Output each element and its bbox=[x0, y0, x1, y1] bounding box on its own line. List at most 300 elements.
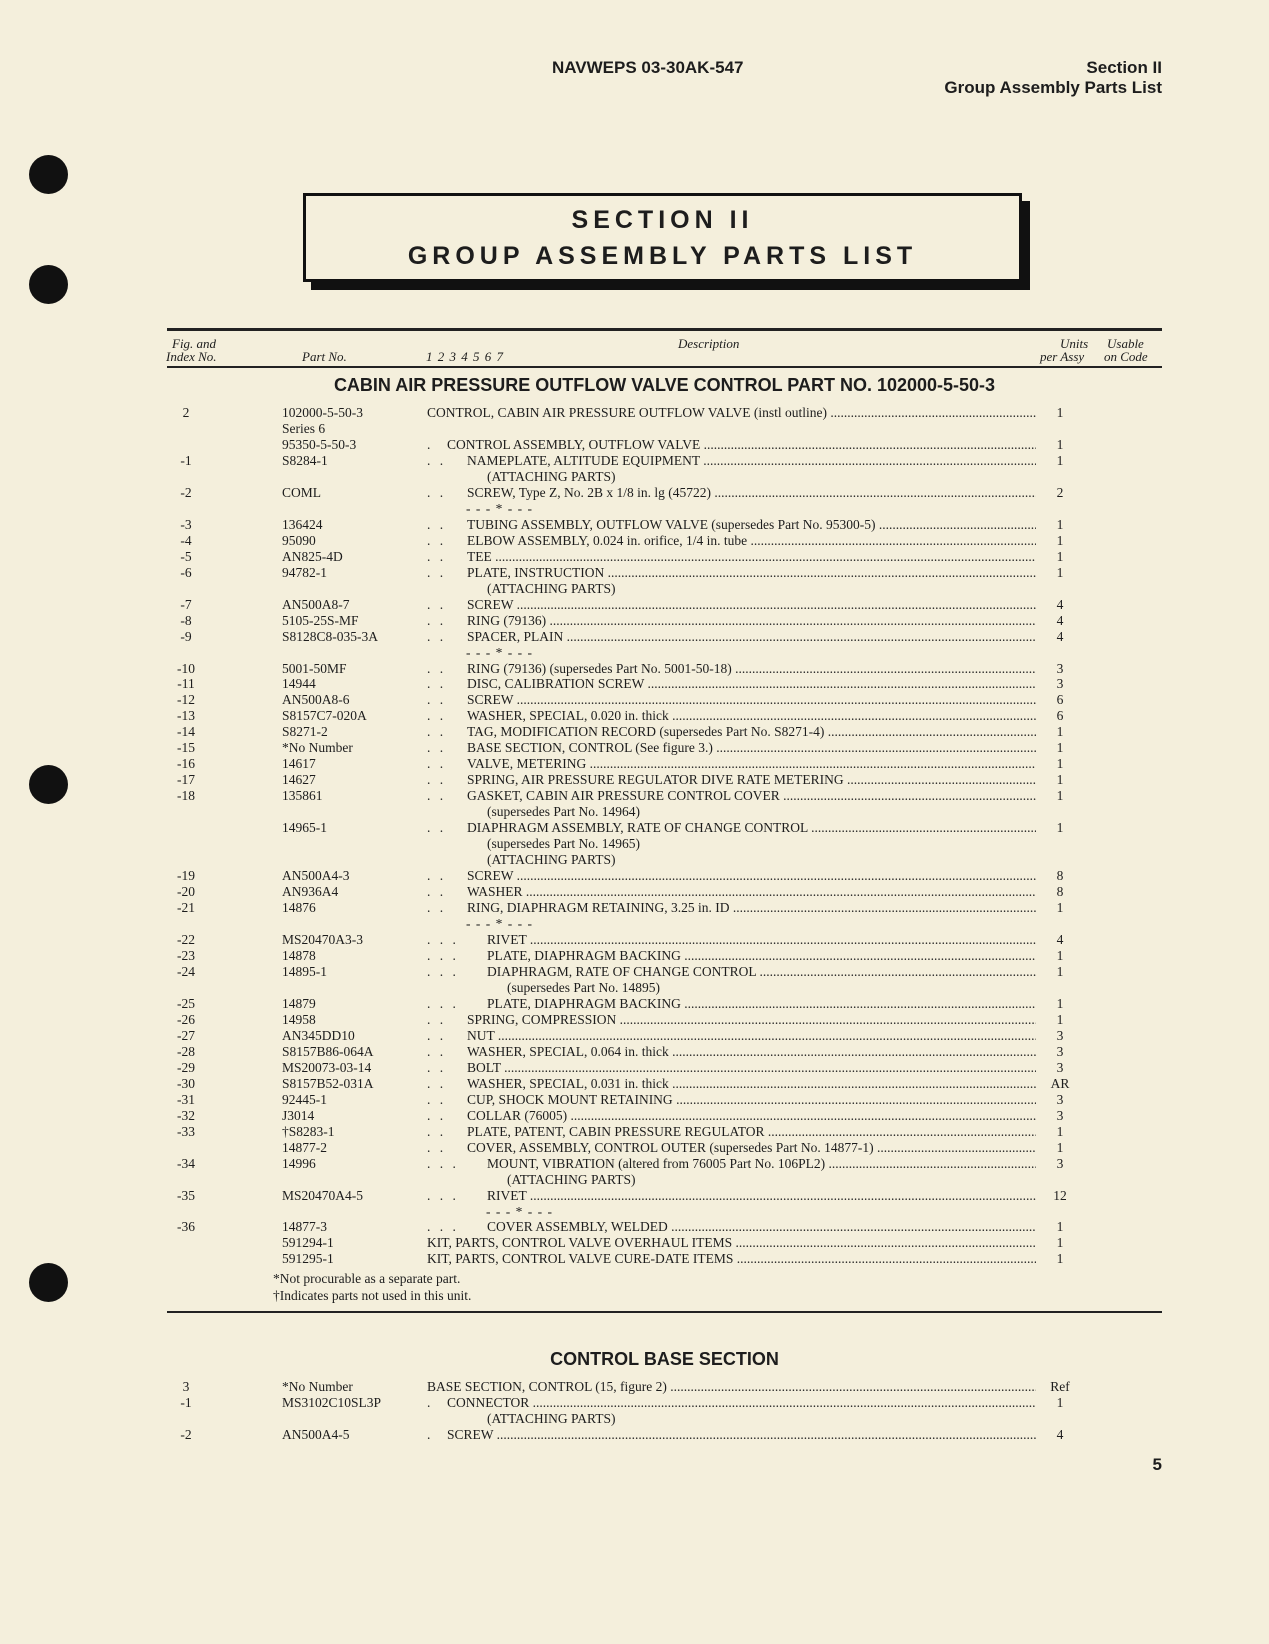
description: RIVET ..... bbox=[487, 932, 1036, 948]
units-per-assy: 1 bbox=[1056, 1139, 1064, 1155]
part-number: J3014 bbox=[282, 1107, 315, 1123]
part-number: *No Number bbox=[282, 740, 353, 756]
description: COVER ASSEMBLY, WELDED ..... bbox=[487, 1219, 1036, 1235]
part-number: 14958 bbox=[282, 1011, 316, 1027]
index-number: -21 bbox=[177, 900, 195, 916]
part-number: 591295-1 bbox=[282, 1251, 334, 1267]
part-number: 5001-50MF bbox=[282, 660, 347, 676]
part-number: 102000-5-50-3 bbox=[282, 405, 363, 420]
part-number: 95350-5-50-3 bbox=[282, 436, 357, 452]
section-title-box bbox=[303, 193, 1022, 282]
units-per-assy: 8 bbox=[1056, 884, 1064, 900]
units-per-assy: 3 bbox=[1056, 660, 1064, 676]
table-row bbox=[0, 453, 1269, 469]
indent-dots: . . bbox=[427, 868, 447, 884]
table-row bbox=[0, 1124, 1269, 1140]
table-row bbox=[0, 1219, 1269, 1235]
description: DISC, CALIBRATION SCREW ..... bbox=[467, 676, 1036, 692]
indent-dots: . . bbox=[427, 692, 447, 708]
indent-dots: . . bbox=[427, 516, 447, 532]
part-number: Series 6 bbox=[282, 420, 326, 436]
units-per-assy: 6 bbox=[1056, 708, 1064, 724]
table-row bbox=[0, 1140, 1269, 1156]
units-per-assy: 1 bbox=[1056, 900, 1064, 916]
part-number: 136424 bbox=[282, 516, 323, 532]
index-number: -17 bbox=[177, 772, 195, 788]
indent-dots: . . bbox=[427, 772, 447, 788]
description: DIAPHRAGM, RATE OF CHANGE CONTROL ..... bbox=[487, 964, 1036, 980]
note-text: (ATTACHING PARTS) bbox=[487, 852, 616, 868]
table-row bbox=[0, 836, 1269, 852]
table-row bbox=[0, 1172, 1269, 1188]
description: COVER, ASSEMBLY, CONTROL OUTER (supersedes Part No. 14877-1) ..... bbox=[467, 1140, 1036, 1156]
index-number: -35 bbox=[177, 1187, 195, 1203]
units-per-assy: 1 bbox=[1056, 548, 1064, 564]
footnote: *Not procurable as a separate part. bbox=[273, 1271, 461, 1286]
table-row bbox=[0, 868, 1269, 884]
part-number: MS20073-03-14 bbox=[282, 1059, 372, 1075]
index-number: -15 bbox=[177, 740, 195, 756]
indent-dots: . . bbox=[427, 484, 447, 500]
units-per-assy: 3 bbox=[1056, 1043, 1064, 1059]
description: MOUNT, VIBRATION (altered from 76005 Part No. 106PL2) ..... bbox=[487, 1156, 1036, 1172]
table-row bbox=[0, 1012, 1269, 1028]
table-row bbox=[0, 820, 1269, 836]
table-row bbox=[0, 1235, 1269, 1251]
index-number: -7 bbox=[180, 596, 192, 612]
table-row bbox=[0, 900, 1269, 916]
table-row bbox=[0, 932, 1269, 948]
description: KIT, PARTS, CONTROL VALVE OVERHAUL ITEMS ..... bbox=[427, 1235, 1036, 1251]
punch-hole bbox=[29, 155, 68, 194]
index-number: -14 bbox=[177, 724, 195, 740]
units-per-assy: 4 bbox=[1056, 932, 1064, 947]
part-number: AN500A8-6 bbox=[282, 692, 350, 708]
table-row bbox=[0, 708, 1269, 724]
table-row bbox=[0, 772, 1269, 788]
part-number: AN345DD10 bbox=[282, 1027, 355, 1043]
index-number: -23 bbox=[177, 947, 195, 963]
units-per-assy: 12 bbox=[1053, 1187, 1067, 1203]
units-per-assy: 4 bbox=[1056, 596, 1064, 612]
table-row bbox=[0, 549, 1269, 565]
table-row bbox=[0, 964, 1269, 980]
table-row bbox=[0, 597, 1269, 613]
punch-hole bbox=[29, 265, 68, 304]
group-divider bbox=[167, 1311, 1162, 1313]
units-per-assy: 3 bbox=[1056, 1059, 1064, 1075]
separator: - - - * - - - bbox=[486, 1203, 553, 1219]
part-number: †S8283-1 bbox=[282, 1123, 335, 1139]
part-number: 135861 bbox=[282, 788, 323, 804]
part-number: S8157B86-064A bbox=[282, 1043, 374, 1059]
part-number: 94782-1 bbox=[282, 564, 327, 580]
units-per-assy: 1 bbox=[1056, 820, 1064, 836]
index-number: -16 bbox=[177, 756, 195, 772]
description: CUP, SHOCK MOUNT RETAINING ..... bbox=[467, 1092, 1036, 1108]
indent-dots: . . bbox=[427, 596, 447, 612]
index-number: -24 bbox=[177, 963, 195, 979]
description: RING (79136) ..... bbox=[467, 613, 1036, 629]
description: BOLT ..... bbox=[467, 1060, 1036, 1076]
col-usable-1: Usable bbox=[1107, 336, 1144, 351]
description: PLATE, PATENT, CABIN PRESSURE REGULATOR ..... bbox=[467, 1124, 1036, 1140]
indent-dots: . . bbox=[427, 628, 447, 644]
part-number: AN936A4 bbox=[282, 884, 339, 900]
indent-dots: . . bbox=[427, 1107, 447, 1123]
part-number: 14895-1 bbox=[282, 963, 327, 979]
indent-dots: . . . bbox=[427, 1155, 459, 1171]
note-text: (ATTACHING PARTS) bbox=[487, 580, 616, 596]
indent-dots: . . bbox=[427, 756, 447, 772]
part-number: 14877-2 bbox=[282, 1139, 327, 1155]
description: WASHER, SPECIAL, 0.064 in. thick ..... bbox=[467, 1044, 1036, 1060]
units-per-assy: 1 bbox=[1056, 564, 1064, 580]
index-number: -36 bbox=[177, 1219, 195, 1235]
indent-dots: . . . bbox=[427, 1187, 459, 1203]
table-row bbox=[0, 645, 1269, 661]
table-row bbox=[0, 916, 1269, 932]
description: WASHER, SPECIAL, 0.031 in. thick ..... bbox=[467, 1076, 1036, 1092]
description: DIAPHRAGM ASSEMBLY, RATE OF CHANGE CONTROL ..... bbox=[467, 820, 1036, 836]
index-number: -2 bbox=[180, 1426, 192, 1442]
units-per-assy: 1 bbox=[1056, 1011, 1064, 1027]
indent-dots: . . . bbox=[427, 995, 459, 1011]
document-number: NAVWEPS 03-30AK-547 bbox=[552, 58, 744, 77]
col-fig-index-1: Fig. and bbox=[172, 336, 217, 351]
page-number: 5 bbox=[1152, 1455, 1162, 1474]
table-row bbox=[0, 517, 1269, 533]
table-row bbox=[0, 1379, 1269, 1395]
units-per-assy: 1 bbox=[1056, 963, 1064, 979]
index-number: -12 bbox=[177, 692, 195, 708]
index-number: -1 bbox=[180, 1394, 192, 1410]
units-per-assy: 1 bbox=[1056, 452, 1064, 468]
separator: - - - * - - - bbox=[466, 500, 533, 516]
indent-dots: . . bbox=[427, 1123, 447, 1139]
description: SPRING, COMPRESSION ..... bbox=[467, 1012, 1036, 1028]
section-heading: SECTION II bbox=[571, 206, 754, 234]
description: KIT, PARTS, CONTROL VALVE CURE-DATE ITEMS ..... bbox=[427, 1251, 1036, 1267]
table-row bbox=[0, 405, 1269, 421]
units-per-assy: 1 bbox=[1056, 1251, 1064, 1267]
description: RIVET ..... bbox=[487, 1188, 1036, 1204]
part-number: AN825-4D bbox=[282, 548, 343, 564]
units-per-assy: 6 bbox=[1056, 692, 1064, 708]
indent-dots: . . bbox=[427, 676, 447, 692]
table-row bbox=[0, 980, 1269, 996]
description: RING (79136) (supersedes Part No. 5001-50-18) ..... bbox=[467, 661, 1036, 677]
index-number: -18 bbox=[177, 788, 195, 804]
units-per-assy: 3 bbox=[1056, 676, 1064, 692]
units-per-assy: 1 bbox=[1056, 405, 1064, 420]
description: TEE ..... bbox=[467, 549, 1036, 565]
table-row bbox=[0, 1188, 1269, 1204]
description: PLATE, INSTRUCTION ..... bbox=[467, 565, 1036, 581]
table-row bbox=[0, 788, 1269, 804]
table-row bbox=[0, 996, 1269, 1012]
table-row bbox=[0, 1204, 1269, 1220]
col-levels: 1 2 3 4 5 6 7 bbox=[426, 349, 504, 364]
index-number: -4 bbox=[180, 532, 192, 548]
col-fig-index-2: Index No. bbox=[166, 349, 217, 364]
part-number: S8157B52-031A bbox=[282, 1075, 374, 1091]
index-number: -32 bbox=[177, 1107, 195, 1123]
indent-dots: . . bbox=[427, 820, 447, 836]
description: COLLAR (76005) ..... bbox=[467, 1108, 1036, 1124]
part-number: AN500A8-7 bbox=[282, 596, 350, 612]
index-number: 2 bbox=[182, 405, 190, 420]
table-row bbox=[0, 661, 1269, 677]
indent-dots: . . bbox=[427, 548, 447, 564]
indent-dots: . . . bbox=[427, 963, 459, 979]
part-number: 92445-1 bbox=[282, 1091, 327, 1107]
index-number: -27 bbox=[177, 1027, 195, 1043]
description: BASE SECTION, CONTROL (15, figure 2) ..... bbox=[427, 1379, 1036, 1395]
indent-dots: . . bbox=[427, 1091, 447, 1107]
units-per-assy: 1 bbox=[1056, 788, 1064, 804]
part-number: 14877-3 bbox=[282, 1219, 327, 1235]
description: NUT ..... bbox=[467, 1028, 1036, 1044]
note-text: (supersedes Part No. 14965) bbox=[487, 836, 640, 852]
indent-dots: . bbox=[427, 1394, 434, 1410]
table-row bbox=[0, 1108, 1269, 1124]
table-row bbox=[0, 469, 1269, 485]
index-number: -31 bbox=[177, 1091, 195, 1107]
index-number: -34 bbox=[177, 1155, 195, 1171]
index-number: -30 bbox=[177, 1075, 195, 1091]
note-text: (ATTACHING PARTS) bbox=[487, 468, 616, 484]
units-per-assy: 8 bbox=[1056, 868, 1064, 884]
part-number: 14965-1 bbox=[282, 820, 327, 836]
description: SCREW ..... bbox=[467, 692, 1036, 708]
indent-dots: . . bbox=[427, 1059, 447, 1075]
index-number: -22 bbox=[177, 932, 195, 947]
description: CONNECTOR ..... bbox=[447, 1395, 1036, 1411]
units-per-assy: 3 bbox=[1056, 1107, 1064, 1123]
units-per-assy: 1 bbox=[1056, 1235, 1064, 1251]
description: SCREW, Type Z, No. 2B x 1/8 in. lg (45722) ..... bbox=[467, 485, 1036, 501]
description: WASHER, SPECIAL, 0.020 in. thick ..... bbox=[467, 708, 1036, 724]
units-per-assy: 1 bbox=[1056, 724, 1064, 740]
part-number: 591294-1 bbox=[282, 1235, 334, 1251]
table-top-rule bbox=[167, 328, 1162, 331]
section-subtitle: Group Assembly Parts List bbox=[944, 78, 1162, 97]
description: PLATE, DIAPHRAGM BACKING ..... bbox=[487, 996, 1036, 1012]
index-number: -10 bbox=[177, 660, 195, 676]
table-header-rule bbox=[167, 366, 1162, 368]
indent-dots: . . bbox=[427, 660, 447, 676]
table-row bbox=[0, 676, 1269, 692]
punch-hole bbox=[29, 1263, 68, 1302]
part-number: 14878 bbox=[282, 947, 316, 963]
indent-dots: . . . bbox=[427, 947, 459, 963]
units-per-assy: 1 bbox=[1056, 1219, 1064, 1235]
index-number: -6 bbox=[180, 564, 192, 580]
units-per-assy: 1 bbox=[1056, 1123, 1064, 1139]
table-row bbox=[0, 1092, 1269, 1108]
section-label: Section II bbox=[1086, 58, 1162, 77]
table-row bbox=[0, 1028, 1269, 1044]
part-number: 95090 bbox=[282, 532, 316, 548]
description: VALVE, METERING ..... bbox=[467, 756, 1036, 772]
units-per-assy: 3 bbox=[1056, 1155, 1064, 1171]
indent-dots: . . bbox=[427, 1043, 447, 1059]
units-per-assy: 1 bbox=[1056, 516, 1064, 532]
description: SCREW ..... bbox=[467, 597, 1036, 613]
units-per-assy: 1 bbox=[1056, 1394, 1064, 1410]
table-row bbox=[0, 1156, 1269, 1172]
index-number: -8 bbox=[180, 612, 192, 628]
part-number: AN500A4-3 bbox=[282, 868, 350, 884]
part-number: AN500A4-5 bbox=[282, 1426, 350, 1442]
table-row bbox=[0, 437, 1269, 453]
description: TUBING ASSEMBLY, OUTFLOW VALVE (supersedes Part No. 95300-5) ..... bbox=[467, 517, 1036, 533]
indent-dots: . . bbox=[427, 884, 447, 900]
col-units-1: Units bbox=[1060, 336, 1089, 351]
part-number: 14617 bbox=[282, 756, 316, 772]
description: CONTROL ASSEMBLY, OUTFLOW VALVE ..... bbox=[447, 437, 1036, 453]
table-row bbox=[0, 1060, 1269, 1076]
index-number: -11 bbox=[177, 676, 195, 692]
table-row bbox=[0, 852, 1269, 868]
table-row bbox=[0, 501, 1269, 517]
note-text: (supersedes Part No. 14964) bbox=[487, 804, 640, 820]
indent-dots: . . bbox=[427, 452, 447, 468]
part-number: MS20470A3-3 bbox=[282, 932, 364, 947]
index-number: -20 bbox=[177, 884, 195, 900]
indent-dots: . . bbox=[427, 532, 447, 548]
description: WASHER ..... bbox=[467, 884, 1036, 900]
table-row bbox=[0, 804, 1269, 820]
table-row bbox=[0, 1076, 1269, 1092]
col-usable-2: on Code bbox=[1104, 349, 1148, 364]
note-text: (supersedes Part No. 14895) bbox=[507, 979, 660, 995]
part-number: 14996 bbox=[282, 1155, 316, 1171]
table-row bbox=[0, 948, 1269, 964]
indent-dots: . . bbox=[427, 1027, 447, 1043]
part-number: 14876 bbox=[282, 900, 316, 916]
description: GASKET, CABIN AIR PRESSURE CONTROL COVER ..... bbox=[467, 788, 1036, 804]
units-per-assy: 1 bbox=[1056, 995, 1064, 1011]
part-number: S8284-1 bbox=[282, 452, 328, 468]
table-row bbox=[0, 740, 1269, 756]
index-number: -26 bbox=[177, 1011, 195, 1027]
note-text: (ATTACHING PARTS) bbox=[507, 1171, 636, 1187]
table-row bbox=[0, 1251, 1269, 1267]
col-part-no: Part No. bbox=[302, 349, 347, 364]
indent-dots: . . bbox=[427, 1139, 447, 1155]
units-per-assy: 4 bbox=[1056, 628, 1064, 644]
units-per-assy: 1 bbox=[1056, 947, 1064, 963]
indent-dots: . . bbox=[427, 708, 447, 724]
index-number: -13 bbox=[177, 708, 195, 724]
separator: - - - * - - - bbox=[466, 916, 533, 932]
part-number: S8271-2 bbox=[282, 724, 328, 740]
units-per-assy: 4 bbox=[1056, 1426, 1064, 1442]
part-number: *No Number bbox=[282, 1379, 353, 1394]
indent-dots: . bbox=[427, 1426, 434, 1442]
units-per-assy: 1 bbox=[1056, 756, 1064, 772]
indent-dots: . . bbox=[427, 1011, 447, 1027]
table-row bbox=[0, 1395, 1269, 1411]
index-number: -1 bbox=[180, 452, 192, 468]
index-number: -9 bbox=[180, 628, 192, 644]
index-number: -19 bbox=[177, 868, 195, 884]
units-per-assy: 1 bbox=[1056, 772, 1064, 788]
description: SPRING, AIR PRESSURE REGULATOR DIVE RATE METERING ..... bbox=[467, 772, 1036, 788]
description: NAMEPLATE, ALTITUDE EQUIPMENT ..... bbox=[467, 453, 1036, 469]
table-row bbox=[0, 485, 1269, 501]
index-number: -3 bbox=[180, 516, 192, 532]
indent-dots: . . bbox=[427, 564, 447, 580]
index-number: -33 bbox=[177, 1123, 195, 1139]
indent-dots: . . . bbox=[427, 1219, 459, 1235]
description: BASE SECTION, CONTROL (See figure 3.) ..... bbox=[467, 740, 1036, 756]
description: SCREW ..... bbox=[447, 1427, 1036, 1443]
indent-dots: . . bbox=[427, 724, 447, 740]
table-row bbox=[0, 581, 1269, 597]
table-row bbox=[0, 1044, 1269, 1060]
index-number: -28 bbox=[177, 1043, 195, 1059]
table-row bbox=[0, 692, 1269, 708]
part-number: 14879 bbox=[282, 995, 316, 1011]
indent-dots: . . bbox=[427, 788, 447, 804]
indent-dots: . . . bbox=[427, 932, 459, 947]
units-per-assy: Ref bbox=[1050, 1379, 1070, 1394]
indent-dots: . bbox=[427, 436, 434, 452]
indent-dots: . . bbox=[427, 1075, 447, 1091]
indent-dots: . . bbox=[427, 900, 447, 916]
table-row bbox=[0, 884, 1269, 900]
col-description: Description bbox=[678, 336, 740, 351]
units-per-assy: 4 bbox=[1056, 612, 1064, 628]
note-text: (ATTACHING PARTS) bbox=[487, 1410, 616, 1426]
description: SPACER, PLAIN ..... bbox=[467, 629, 1036, 645]
indent-dots: . . bbox=[427, 740, 447, 756]
part-number: 14627 bbox=[282, 772, 316, 788]
description: CONTROL, CABIN AIR PRESSURE OUTFLOW VALVE (instl outline) ..... bbox=[427, 405, 1036, 421]
table-row bbox=[0, 724, 1269, 740]
index-number: -5 bbox=[180, 548, 192, 564]
part-number: COML bbox=[282, 484, 322, 500]
units-per-assy: 1 bbox=[1056, 740, 1064, 756]
description: SCREW ..... bbox=[467, 868, 1036, 884]
separator: - - - * - - - bbox=[466, 644, 533, 660]
table-row bbox=[0, 756, 1269, 772]
units-per-assy: 2 bbox=[1056, 484, 1064, 500]
indent-dots: . . bbox=[427, 612, 447, 628]
part-number: 14944 bbox=[282, 676, 316, 692]
table-row bbox=[0, 421, 1269, 437]
table-row bbox=[0, 1411, 1269, 1427]
part-number: MS3102C10SL3P bbox=[282, 1394, 382, 1410]
description: RING, DIAPHRAGM RETAINING, 3.25 in. ID ..... bbox=[467, 900, 1036, 916]
index-number: 3 bbox=[182, 1379, 190, 1394]
group-title: CONTROL BASE SECTION bbox=[550, 1349, 779, 1369]
footnote: †Indicates parts not used in this unit. bbox=[273, 1288, 472, 1303]
units-per-assy: AR bbox=[1050, 1075, 1070, 1091]
index-number: -2 bbox=[180, 484, 192, 500]
table-row bbox=[0, 1427, 1269, 1443]
group-title: CABIN AIR PRESSURE OUTFLOW VALVE CONTROL PART NO. 102000-5-50-3 bbox=[333, 375, 996, 395]
index-number: -25 bbox=[177, 995, 195, 1011]
table-row bbox=[0, 565, 1269, 581]
description: TAG, MODIFICATION RECORD (supersedes Part No. S8271-4) ..... bbox=[467, 724, 1036, 740]
part-number: S8157C7-020A bbox=[282, 708, 367, 724]
table-row bbox=[0, 629, 1269, 645]
units-per-assy: 3 bbox=[1056, 1091, 1064, 1107]
